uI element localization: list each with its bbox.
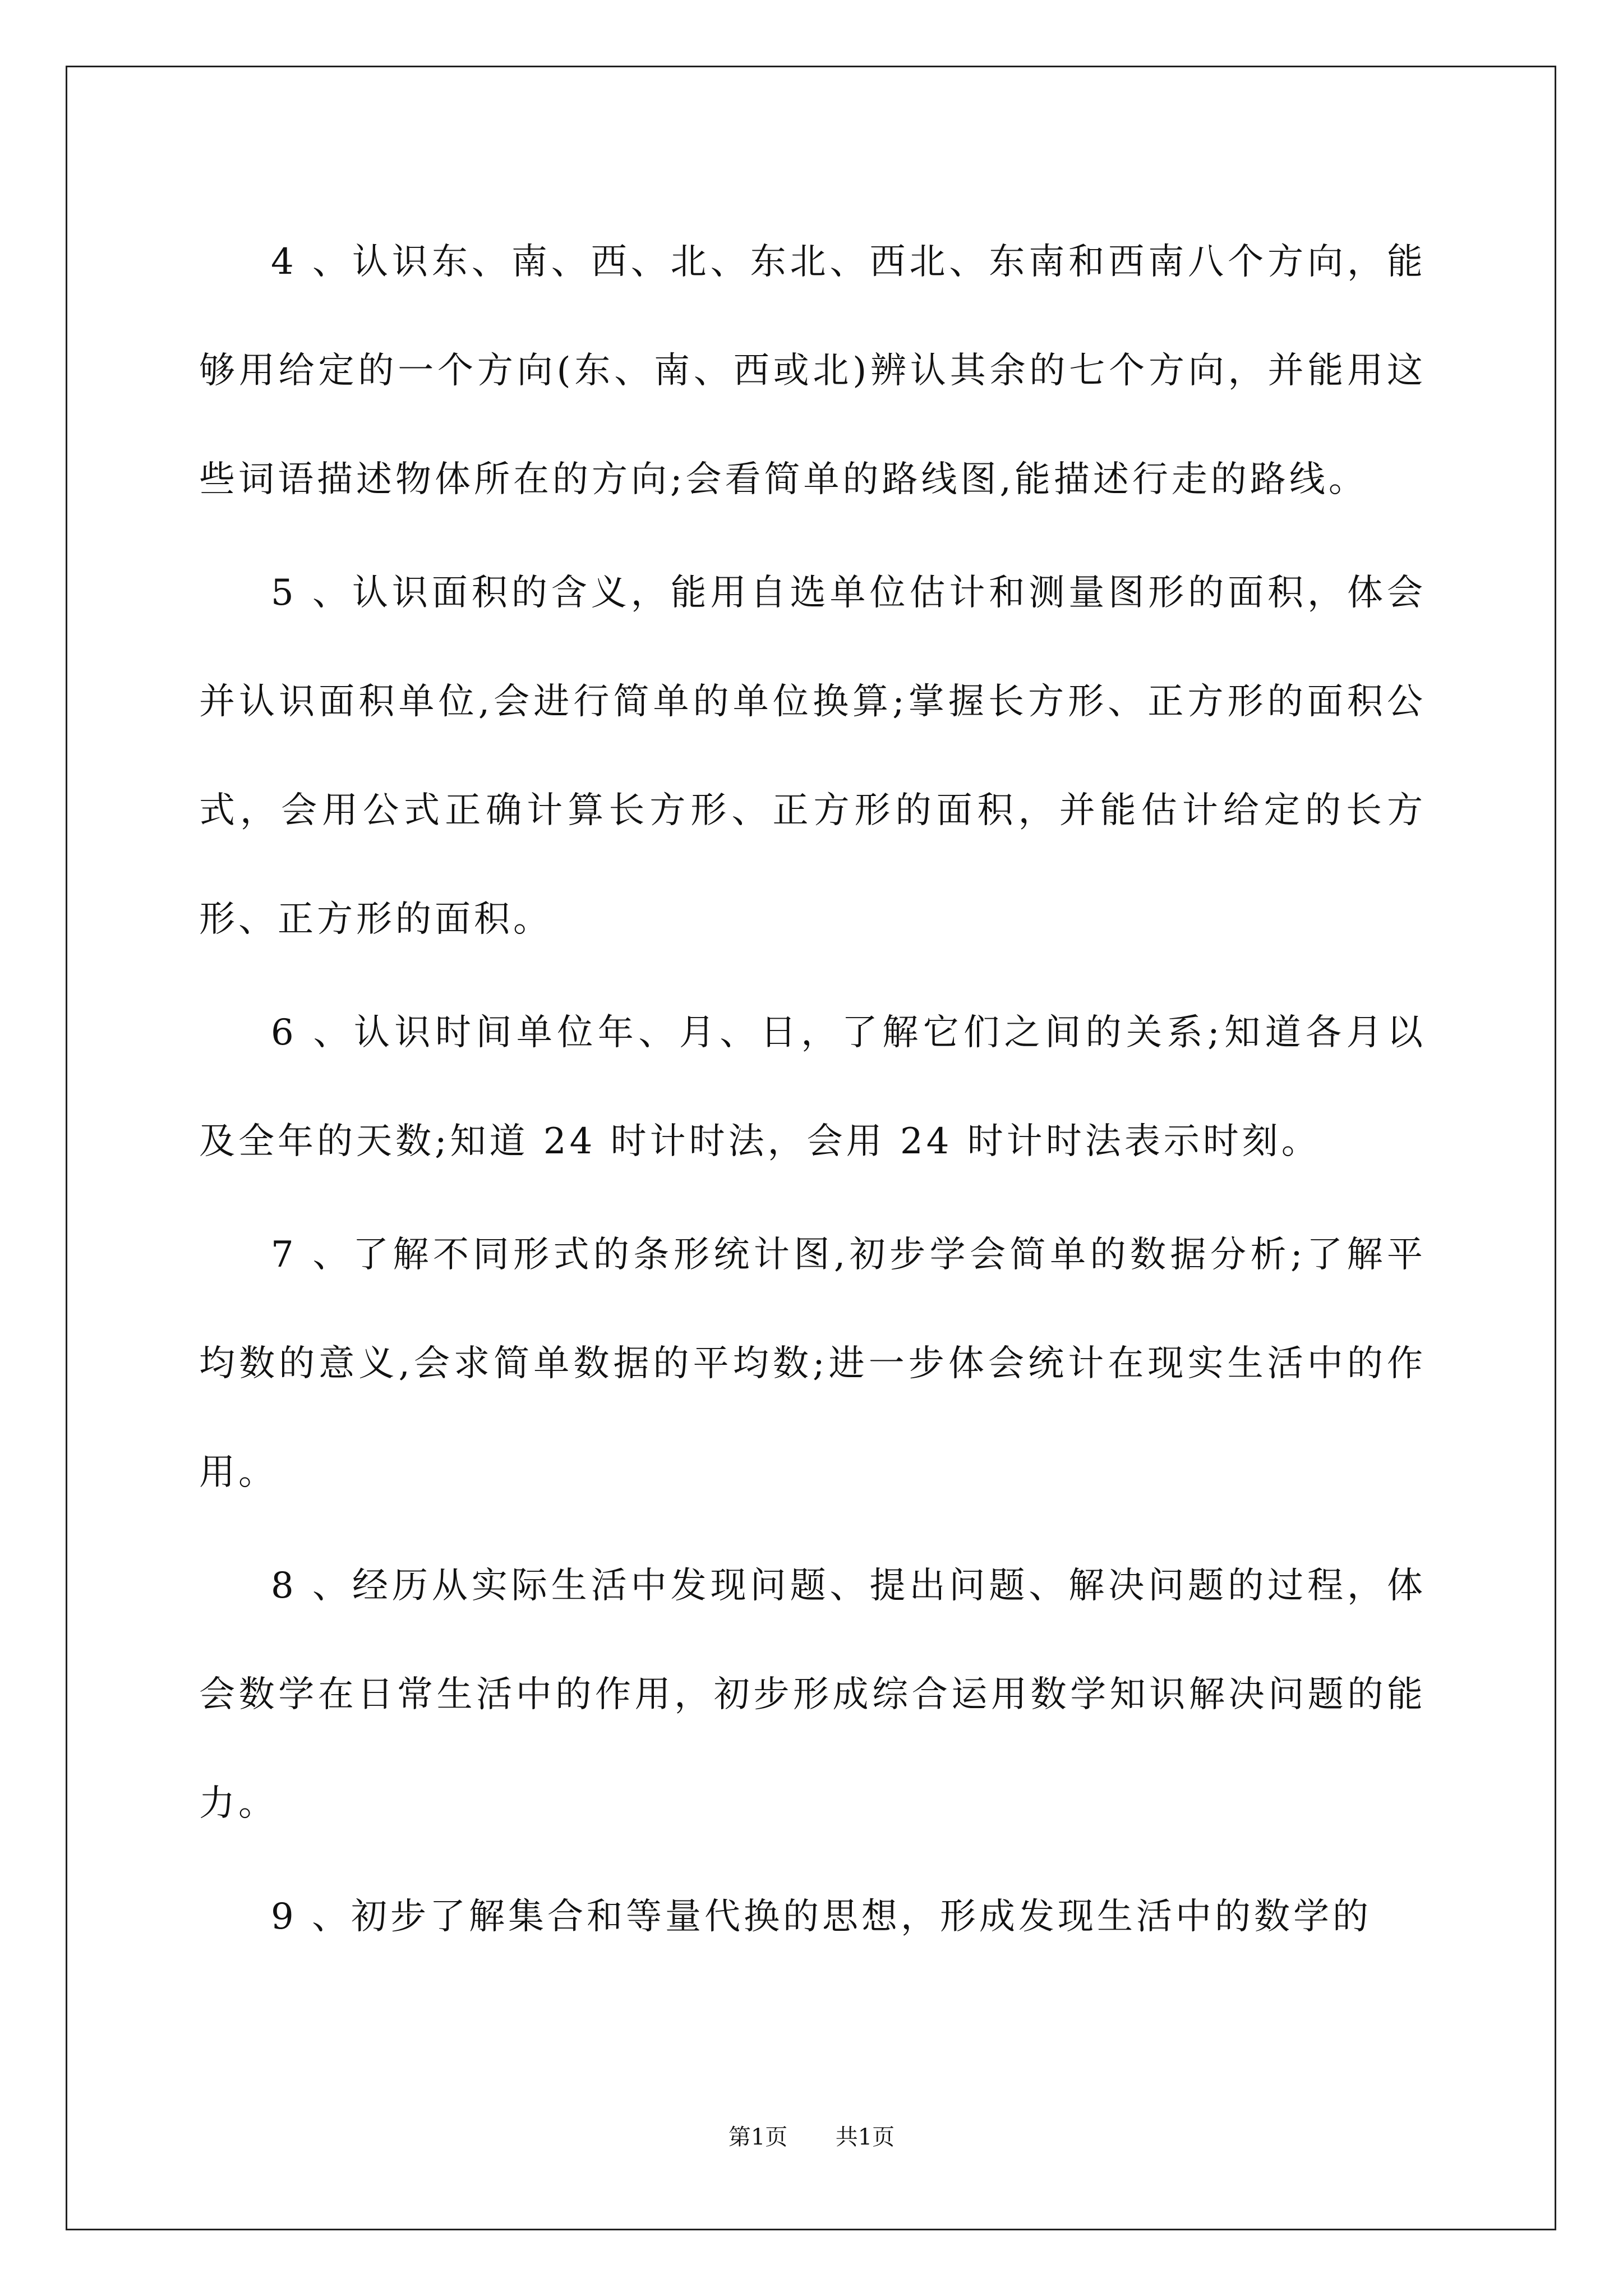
page-footer: [0, 2120, 1623, 2154]
document-body: [199, 208, 1426, 1976]
page-total: 共1页: [835, 2124, 895, 2150]
paragraph-5: 5 、认识面积的含义，能用自选单位估计和测量图形的面积，体会并认识面积单位,会进行简单的单位换算;掌握长方形、正方形的面积公式，会用公式正确计算长方形、正方形的面积，并能估计给定的长方形、正方形的面积。: [199, 572, 1426, 940]
paragraph-6: 6 、认识时间单位年、月、日，了解它们之间的关系;知道各月以及全年的天数;知道 24 时计时法，会用 24 时计时法表示时刻。: [199, 1012, 1426, 1162]
paragraph-4: 4 、认识东、南、西、北、东北、西北、东南和西南八个方向，能够用给定的一个方向(东、南、西或北)辨认其余的七个方向，并能用这些词语描述物体所在的方向;会看简单的路线图,能描述行走的路线。: [199, 241, 1426, 500]
paragraph-8: 8 、经历从实际生活中发现问题、提出问题、解决问题的过程，体会数学在日常生活中的作用，初步形成综合运用数学知识解决问题的能力。: [199, 1565, 1426, 1824]
paragraph-7: 7 、了解不同形式的条形统计图,初步学会简单的数据分析;了解平均数的意义,会求简单数据的平均数;进一步体会统计在现实生活中的作用。: [199, 1234, 1426, 1493]
page-number: 第1页: [728, 2124, 788, 2150]
paragraph-9: 9 、初步了解集合和等量代换的思想，形成发现生活中的数学的: [271, 1896, 1372, 1938]
